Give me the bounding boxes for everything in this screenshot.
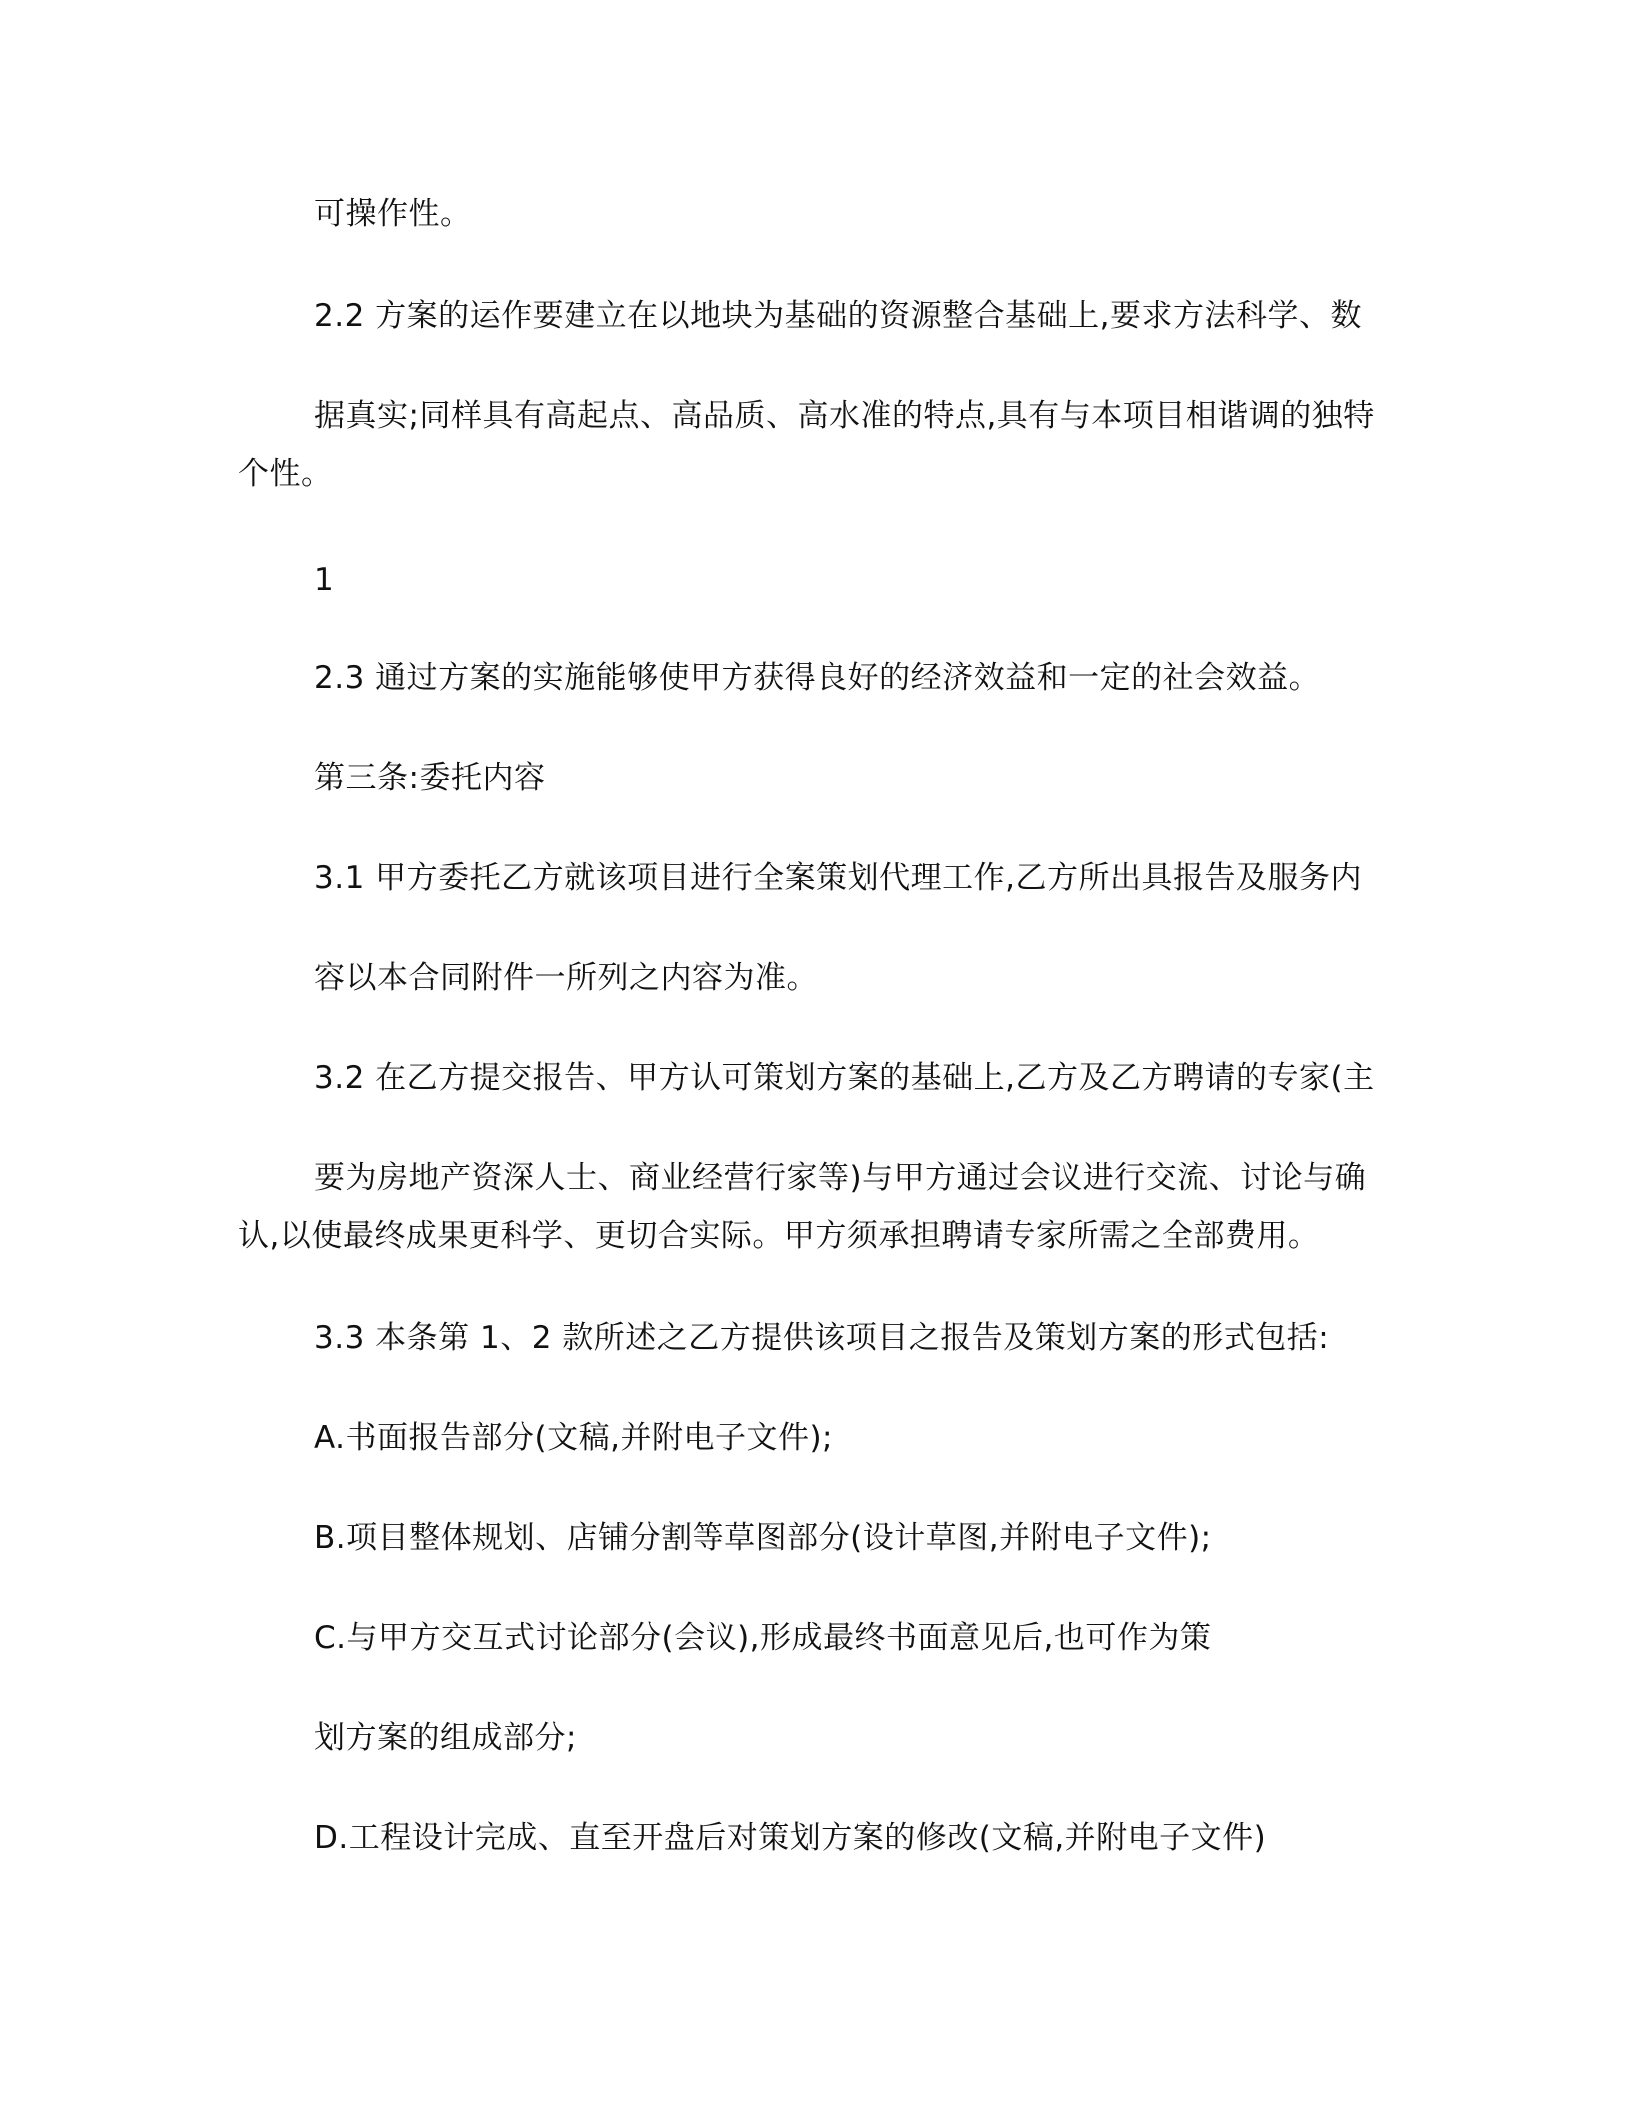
list-item: C.与甲方交互式讨论部分(会议),形成最终书面意见后,也可作为策 <box>314 1620 1212 1656</box>
text-line: 要为房地产资深人士、商业经营行家等)与甲方通过会议进行交流、讨论与确 <box>314 1160 1367 1196</box>
text-line: 3.1 甲方委托乙方就该项目进行全案策划代理工作,乙方所出具报告及服务内 <box>314 860 1363 896</box>
text-line: 个性。 <box>238 456 333 492</box>
list-item: A.书面报告部分(文稿,并附电子文件); <box>314 1420 834 1456</box>
section-heading: 第三条:委托内容 <box>314 760 546 796</box>
text-line: 2.2 方案的运作要建立在以地块为基础的资源整合基础上,要求方法科学、数 <box>314 298 1363 334</box>
text-line: 2.3 通过方案的实施能够使甲方获得良好的经济效益和一定的社会效益。 <box>314 660 1321 696</box>
text-line: 3.3 本条第 1、2 款所述之乙方提供该项目之报告及策划方案的形式包括: <box>314 1320 1330 1356</box>
text-line: 认,以使最终成果更科学、更切合实际。甲方须承担聘请专家所需之全部费用。 <box>238 1218 1320 1254</box>
list-item: B.项目整体规划、店铺分割等草图部分(设计草图,并附电子文件); <box>314 1520 1212 1556</box>
list-item: D.工程设计完成、直至开盘后对策划方案的修改(文稿,并附电子文件) <box>314 1820 1267 1856</box>
text-line: 据真实;同样具有高起点、高品质、高水准的特点,具有与本项目相谐调的独特 <box>314 398 1375 434</box>
text-line: 3.2 在乙方提交报告、甲方认可策划方案的基础上,乙方及乙方聘请的专家(主 <box>314 1060 1375 1096</box>
page-number: 1 <box>314 562 335 598</box>
text-line: 可操作性。 <box>314 196 472 232</box>
text-line: 容以本合同附件一所列之内容为准。 <box>314 960 818 996</box>
text-line: 划方案的组成部分; <box>314 1720 577 1756</box>
